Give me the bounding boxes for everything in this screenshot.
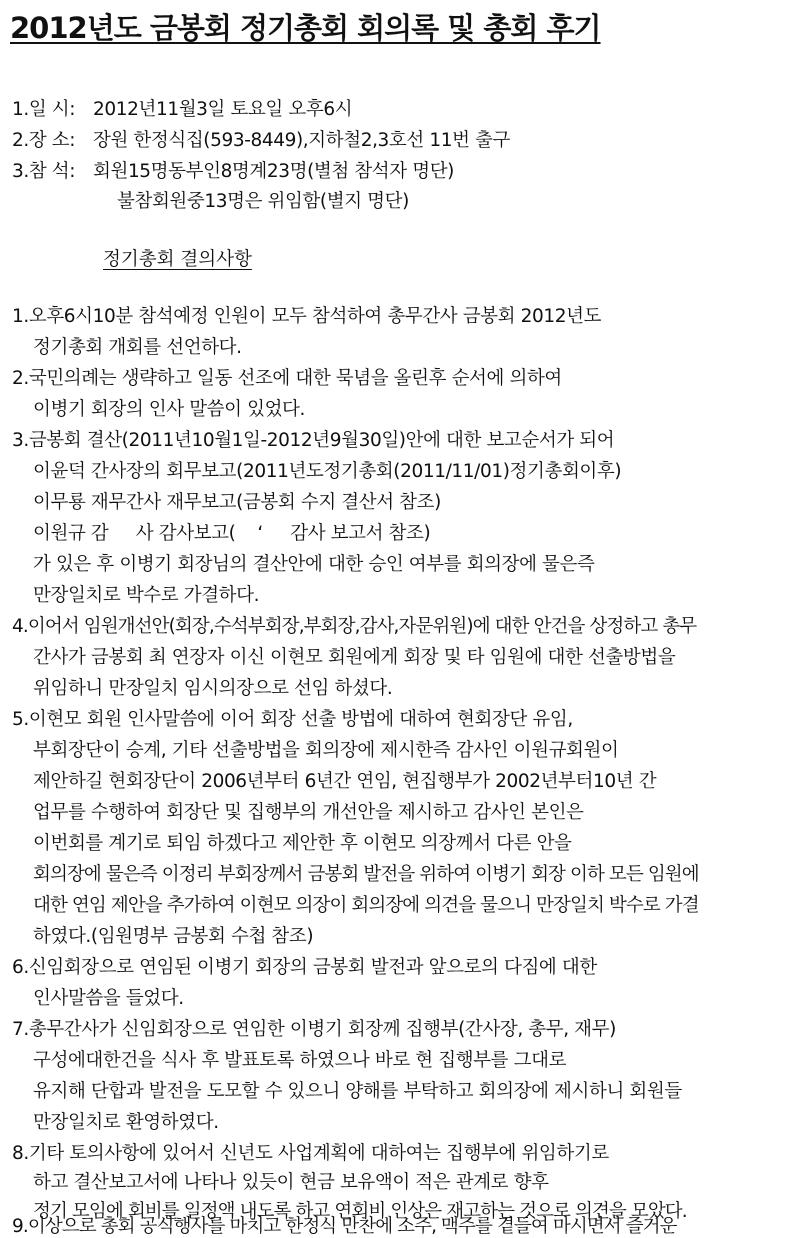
resolution-5-line: 하였다.(임원명부 금봉회 수첩 참조) <box>33 926 314 947</box>
resolution-3-line: 3.금봉회 결산(2011년10월1일-2012년9월30일)안에 대한 보고순서가 되어 <box>12 430 615 451</box>
section-title: 정기총회 결의사항 <box>103 249 252 270</box>
resolution-4-line: 위임하니 만장일치 임시의장으로 선임 하셨다. <box>33 678 393 699</box>
resolution-5-line: 제안하길 현회장단이 2006년부터 6년간 연임, 현집행부가 2002년부터10년 간 <box>33 771 657 792</box>
resolution-7-line: 구성에대한건을 식사 후 발표토록 하였으나 바로 현 집행부를 그대로 <box>33 1050 567 1071</box>
info-label: 2.장 소: <box>12 130 76 151</box>
resolution-1-line: 1.오후6시10분 참석예정 인원이 모두 참석하여 총무간사 금봉회 2012년도 <box>12 306 602 327</box>
resolution-2-line: 2.국민의례는 생략하고 일동 선조에 대한 묵념을 올린후 순서에 의하여 <box>12 368 562 389</box>
info-value: 2012년11월3일 토요일 오후6시 <box>93 99 353 120</box>
resolution-5-line: 업무를 수행하여 회장단 및 집행부의 개선안을 제시하고 감사인 본인은 <box>33 802 584 823</box>
info-place <box>12 126 510 152</box>
resolution-8-line: 하고 결산보고서에 나타나 있듯이 현금 보유액이 적은 관계로 향후 <box>33 1172 549 1193</box>
resolution-3-line: 만장일치로 박수로 가결하다. <box>33 585 260 606</box>
resolution-8-line: 정기 모임에 회비를 일정액 내도록 하고 연회비 인상은 재고하는 것으로 의견을 모았다. <box>33 1201 687 1222</box>
resolution-3-line: 가 있은 후 이병기 회장님의 결산안에 대한 승인 여부를 회의장에 물은즉 <box>33 554 595 575</box>
resolution-5-line: 대한 연임 제안을 추가하여 이현모 의장이 회의장에 의견을 물으니 만장일치 박수로 가결 <box>33 895 699 916</box>
resolution-4-line: 간사가 금봉회 최 연장자 이신 이현모 회원에게 회장 및 타 임원에 대한 선출방법을 <box>33 647 676 668</box>
resolution-1-line: 정기총회 개회를 선언하다. <box>33 337 242 358</box>
info-label: 1.일 시: <box>12 99 76 120</box>
resolution-6-line: 6.신임회장으로 연임된 이병기 회장의 금봉회 발전과 앞으로의 다짐에 대한 <box>12 957 597 978</box>
resolution-2-line: 이병기 회장의 인사 말씀이 있었다. <box>33 399 305 420</box>
resolution-5-line: 5.이현모 회원 인사말씀에 이어 회장 선출 방법에 대하여 현회장단 유임, <box>12 709 573 730</box>
resolution-7-line: 만장일치로 환영하였다. <box>33 1112 219 1133</box>
resolution-5-line: 이번회를 계기로 퇴임 하겠다고 제안한 후 이현모 의장께서 다른 안을 <box>33 833 572 854</box>
info-value: 장원 한정식집(593-8449),지하철2,3호선 11번 출구 <box>93 130 510 151</box>
resolution-5-line: 회의장에 물은즉 이정리 부회장께서 금봉회 발전을 위하여 이병기 회장 이하 모든 임원에 <box>33 864 699 885</box>
info-attendance <box>12 157 454 183</box>
info-value: 회원15명동부인8명계23명(별첨 참석자 명단) <box>93 161 454 182</box>
info-date <box>12 95 352 121</box>
resolution-8-line: 8.기타 토의사항에 있어서 신년도 사업계획에 대하여는 집행부에 위임하기로 <box>12 1143 609 1164</box>
document-title: 2012년도 금봉회 정기총회 회의록 및 총회 후기 <box>10 11 601 45</box>
resolution-6-line: 인사말씀을 들었다. <box>33 988 184 1009</box>
resolution-3-line: 이무룡 재무간사 재무보고(금봉회 수지 결산서 참조) <box>33 492 441 513</box>
resolution-5-line: 부회장단이 승계, 기타 선출방법을 회의장에 제시한즉 감사인 이원규회원이 <box>33 740 619 761</box>
resolution-3-line: 이원규 감 사 감사보고( ‘ 감사 보고서 참조) <box>33 523 431 544</box>
resolution-4-line: 4.이어서 임원개선안(회장,수석부회장,부회장,감사,자문위원)에 대한 안건을 상정하고 총무 <box>12 616 697 637</box>
info-label: 3.참 석: <box>12 161 76 182</box>
resolution-3-line: 이윤덕 간사장의 회무보고(2011년도정기총회(2011/11/01)정기총회이후) <box>33 461 622 482</box>
resolution-7-line: 유지해 단합과 발전을 도모할 수 있으니 양해를 부탁하고 회의장에 제시하니 회원들 <box>33 1081 682 1102</box>
info-proxy-note: 불참회원중13명은 위임함(별지 명단) <box>117 191 409 212</box>
resolution-7-line: 7.총무간사가 신임회장으로 연임한 이병기 회장께 집행부(간사장, 총무, 재무) <box>12 1019 616 1040</box>
resolution-9-line: 9.이상으로 총회 공식행사를 마치고 한정식 만찬에 소주, 맥주를 곁들여 마시면서 즐거운 <box>12 1216 677 1237</box>
